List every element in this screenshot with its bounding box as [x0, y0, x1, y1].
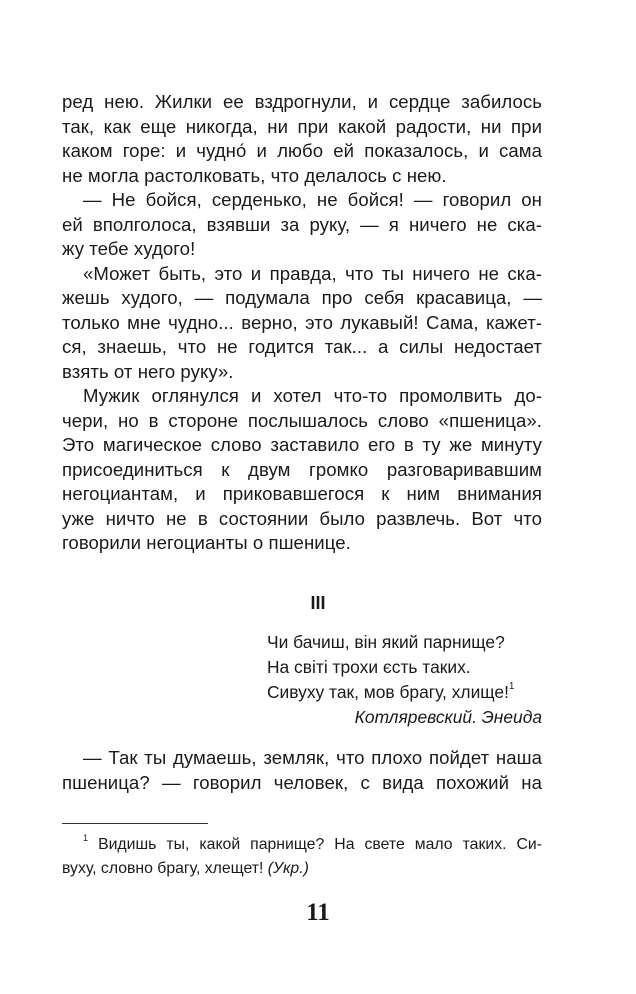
text-line: не могла растолковать, что делалось с нею.: [62, 164, 447, 186]
text-line: негоциантам, и приковавшегося к ним внимания: [62, 483, 542, 504]
text-line: ей вполголоса, взявши за руку, — я ничего не ска-: [62, 213, 542, 235]
text-line: жешь худого, — подумала про себя красавица, —: [62, 287, 542, 308]
text-line: так, как еще никогда, ни при какой радости, ни при: [62, 115, 542, 137]
epigraph-line-text: Сивуху так, мов брагу, хлище!: [267, 682, 509, 702]
epigraph-author: Котляревский. Энеида: [354, 707, 542, 727]
text-line: Мужик оглянулся и хотел что-то промолвить до-: [83, 385, 542, 406]
epigraph: [267, 630, 542, 730]
epigraph-line: На світі трохи єсть таких.: [267, 657, 471, 677]
text-line: только мне чудно... верно, это лукавый! Сама, кажет-: [62, 311, 542, 333]
footnote-text: Видишь ты, какой парнище? На свете мало таких. Си-: [98, 836, 543, 853]
footnote: [62, 833, 542, 881]
text-line: каком горе: и чудно́ и любо ей показалось, и сама: [62, 140, 542, 161]
text-line: уже ничто не в состоянии было развлечь. Вот что: [62, 507, 542, 529]
text-line: «Может быть, это и правда, что ты ничего не ска-: [83, 262, 542, 284]
text-line: пшеница? — говорил человек, с вида похожий на: [62, 771, 542, 793]
text-line: Это магическое слово заставило его в ту же минуту: [62, 434, 542, 455]
text-line: ся, знаешь, что не годится так... а силы недостает: [62, 336, 542, 357]
footnote-text: вуху, словно брагу, хлещет!: [62, 860, 264, 877]
footnote-marker: 1: [83, 832, 89, 843]
text-line: говорили негоцианты о пшенице.: [62, 532, 351, 553]
text-line: жу тебе худого!: [62, 238, 196, 259]
text-line: — Не бойся, серденько, не бойся! — говорил он: [83, 189, 542, 210]
epigraph-line: [267, 680, 542, 705]
epigraph-line: Чи бачиш, він який парнище?: [267, 632, 505, 652]
body-text: [62, 90, 542, 556]
text-line: ред нею. Жилки ее вздрогнули, и сердце забилось: [62, 91, 542, 112]
text-line: чери, но в стороне послышалось слово «пшеница».: [62, 409, 542, 431]
footnote-line: [62, 857, 542, 881]
footnote-divider: [62, 823, 208, 824]
chapter-number: III: [310, 593, 326, 613]
text-line: взять от него руку».: [62, 360, 234, 382]
footnote-line: [62, 833, 542, 857]
text-line: — Так ты думаешь, земляк, что плохо пойдет наша: [83, 747, 542, 768]
page-number: 11: [306, 899, 330, 926]
body-text-continued: [62, 746, 542, 795]
footnote-reference: 1: [508, 681, 515, 693]
text-line: присоединиться к двум громко разговаривавшим: [62, 458, 542, 480]
footnote-source: (Укр.): [267, 860, 309, 877]
